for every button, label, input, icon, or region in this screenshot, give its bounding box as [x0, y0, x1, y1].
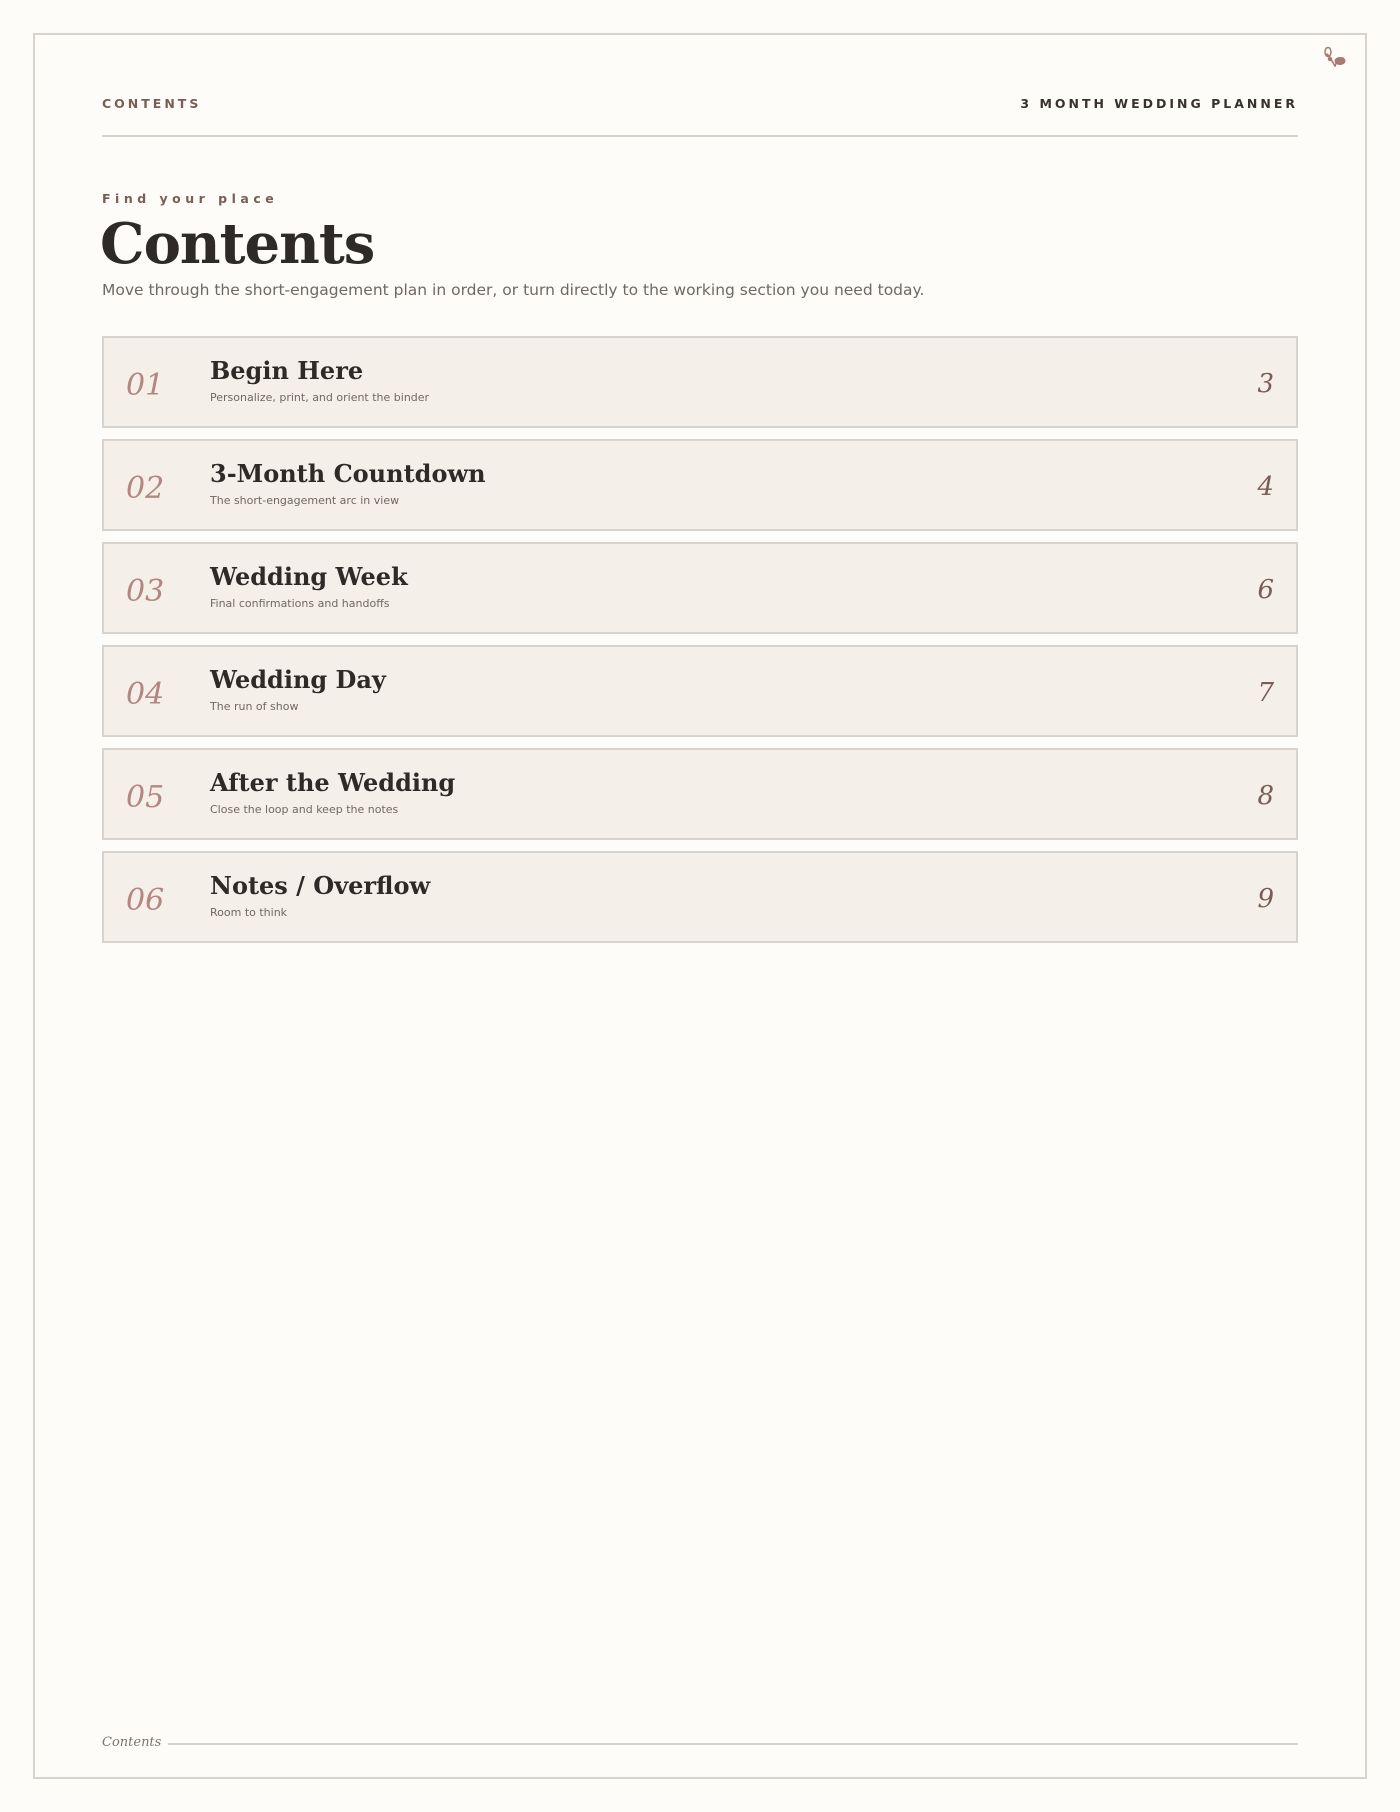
- toc-item-number: 01: [126, 367, 165, 403]
- page-title: Contents: [100, 211, 375, 277]
- toc-item-subtitle: Final confirmations and handoffs: [210, 597, 390, 610]
- toc-item-subtitle: Personalize, print, and orient the binder: [210, 391, 430, 404]
- toc-item-countdown[interactable]: [102, 439, 1298, 531]
- toc-item-number: 05: [126, 779, 165, 815]
- toc-item-begin-here[interactable]: [102, 336, 1298, 428]
- toc-item-subtitle: Room to think: [210, 906, 288, 919]
- toc-item-page: 4: [1257, 472, 1274, 502]
- toc-item-after-wedding[interactable]: [102, 748, 1298, 840]
- toc-item-number: 03: [126, 573, 165, 609]
- running-head: [102, 92, 1298, 114]
- toc-item-page: 7: [1257, 678, 1274, 708]
- toc-item-page: 6: [1257, 575, 1274, 605]
- footer-label: Contents: [102, 1735, 162, 1750]
- toc-item-notes-overflow[interactable]: [102, 851, 1298, 943]
- header-divider: [102, 135, 1298, 137]
- running-head-planner-title: 3 MONTH WEDDING PLANNER: [1020, 95, 1298, 111]
- toc-item-title: Wedding Day: [210, 665, 386, 694]
- toc-item-title: 3-Month Countdown: [210, 459, 486, 488]
- running-head-section: CONTENTS: [102, 95, 202, 111]
- toc-item-title: Begin Here: [210, 356, 364, 385]
- toc-item-number: 04: [126, 676, 165, 712]
- toc-list: [102, 336, 1298, 954]
- footer-divider: [168, 1743, 1298, 1745]
- toc-item-subtitle: The run of show: [210, 700, 299, 713]
- toc-item-subtitle: The short-engagement arc in view: [210, 494, 400, 507]
- toc-item-title: After the Wedding: [210, 768, 456, 797]
- floral-sprig-icon: [1322, 44, 1348, 70]
- toc-item-wedding-week[interactable]: [102, 542, 1298, 634]
- toc-item-number: 02: [126, 470, 165, 506]
- toc-item-page: 9: [1257, 884, 1274, 914]
- toc-item-subtitle: Close the loop and keep the notes: [210, 803, 399, 816]
- toc-item-title: Notes / Overflow: [210, 871, 431, 900]
- toc-item-wedding-day[interactable]: [102, 645, 1298, 737]
- toc-item-number: 06: [126, 882, 165, 918]
- toc-item-page: 3: [1257, 369, 1274, 399]
- toc-item-page: 8: [1257, 781, 1274, 811]
- intro-text: Move through the short-engagement plan in order, or turn directly to the working section you need today.: [102, 281, 925, 299]
- toc-item-title: Wedding Week: [210, 562, 408, 591]
- eyebrow: Find your place: [102, 191, 279, 206]
